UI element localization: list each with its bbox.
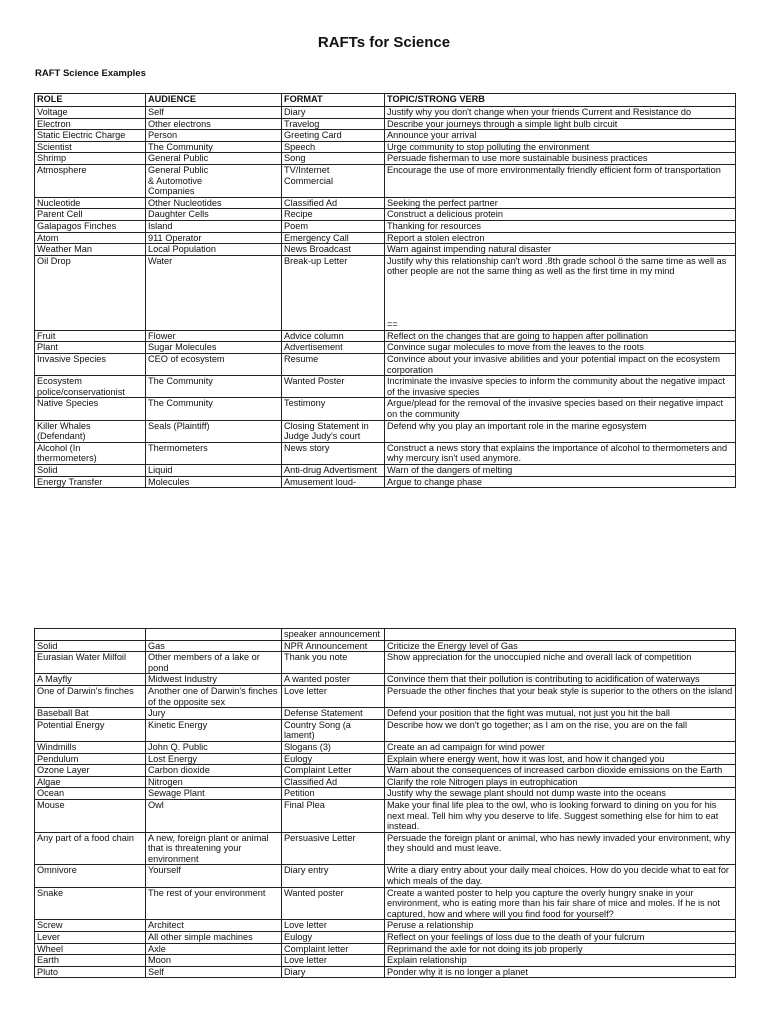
table-row: [35, 887, 736, 920]
cell-topic: Argue to change phase: [385, 476, 736, 488]
document-subtitle: RAFT Science Examples: [35, 68, 146, 79]
cell-format: Anti-drug Advertisment: [282, 465, 385, 477]
cell-role: Windmills: [35, 741, 146, 753]
table-row: [35, 832, 736, 865]
table-row: [35, 753, 736, 765]
cell-format: Greeting Card: [282, 130, 385, 142]
cell-role: Algae: [35, 776, 146, 788]
cell-audience: Self: [146, 107, 282, 119]
cell-role: Killer Whales (Defendant): [35, 420, 146, 442]
cell-audience: Architect: [146, 920, 282, 932]
table-row: [35, 920, 736, 932]
cell-topic: Seeking the perfect partner: [385, 197, 736, 209]
table-row: [35, 232, 736, 244]
document-title: RAFTs for Science: [317, 34, 451, 51]
cell-topic: Create an ad campaign for wind power: [385, 741, 736, 753]
table-row: [35, 342, 736, 354]
cell-role: Any part of a food chain: [35, 832, 146, 865]
cell-role: Solid: [35, 465, 146, 477]
cell-topic: Thanking for resources: [385, 220, 736, 232]
table-row: [35, 420, 736, 442]
cell-audience: The Community: [146, 376, 282, 398]
cell-topic: Justify why the sewage plant should not dump waste into the oceans: [385, 788, 736, 800]
cell-topic: Report a stolen electron: [385, 232, 736, 244]
cell-audience: Midwest Industry: [146, 674, 282, 686]
cell-audience: The rest of your environment: [146, 887, 282, 920]
cell-format: Classified Ad: [282, 197, 385, 209]
cell-format: Complaint letter: [282, 943, 385, 955]
cell-audience: Axle: [146, 943, 282, 955]
table-row: [35, 465, 736, 477]
cell-role: Invasive Species: [35, 354, 146, 376]
cell-topic: Reflect on the changes that are going to happen after pollination: [385, 330, 736, 342]
table-row: [35, 719, 736, 741]
cell-role: Fruit: [35, 330, 146, 342]
table-row: [35, 330, 736, 342]
cell-format: Country Song (a lament): [282, 719, 385, 741]
cell-topic: Convince sugar molecules to move from the leaves to the roots: [385, 342, 736, 354]
cell-topic: Encourage the use of more environmentally friendly efficient form of transportation: [385, 164, 736, 197]
cell-audience: Island: [146, 220, 282, 232]
table-row: [35, 209, 736, 221]
cell-format: Love letter: [282, 685, 385, 707]
cell-role: Wheel: [35, 943, 146, 955]
cell-format: Closing Statement in Judge Judy's court: [282, 420, 385, 442]
cell-format: TV/Internet Commercial: [282, 164, 385, 197]
cell-topic: Write a diary entry about your daily meal choices. How do you decide what to eat for which meals of the day.: [385, 865, 736, 887]
cell-topic: Announce your arrival: [385, 130, 736, 142]
cell-topic: Justify why this relationship can't word .8th grade school ö the same time as well as other people are not the same thing as well as the first time in my mind ==: [385, 255, 736, 330]
cell-format: News Broadcast: [282, 244, 385, 256]
cell-audience: [146, 629, 282, 641]
cell-format: Travelog: [282, 118, 385, 130]
cell-topic: Explain where energy went, how it was lost, and how it changed you: [385, 753, 736, 765]
cell-topic: Persuade fisherman to use more sustainable business practices: [385, 153, 736, 165]
cell-role: Pluto: [35, 966, 146, 978]
cell-audience: CEO of ecosystem: [146, 354, 282, 376]
cell-role: Mouse: [35, 799, 146, 832]
cell-topic: Argue/plead for the removal of the invasive species based on their negative impact on the community: [385, 398, 736, 420]
table-row: [35, 220, 736, 232]
cell-audience: Owl: [146, 799, 282, 832]
cell-audience: General Public: [146, 153, 282, 165]
cell-audience: Other members of a lake or pond: [146, 652, 282, 674]
table-header-row: [35, 94, 736, 107]
cell-audience: Jury: [146, 708, 282, 720]
cell-audience: Water: [146, 255, 282, 330]
cell-format: Petition: [282, 788, 385, 800]
cell-topic: Clarify the role Nitrogen plays in eutrophication: [385, 776, 736, 788]
cell-role: Snake: [35, 887, 146, 920]
cell-role: One of Darwin's finches: [35, 685, 146, 707]
cell-topic: Convince them that their pollution is contributing to acidification of waterways: [385, 674, 736, 686]
cell-format: Eulogy: [282, 932, 385, 944]
cell-role: Plant: [35, 342, 146, 354]
cell-audience: Thermometers: [146, 442, 282, 464]
table-row: [35, 685, 736, 707]
cell-format: Advertisement: [282, 342, 385, 354]
table-row: [35, 865, 736, 887]
cell-format: Diary entry: [282, 865, 385, 887]
cell-audience: Local Population: [146, 244, 282, 256]
table-row: [35, 788, 736, 800]
cell-format: Resume: [282, 354, 385, 376]
cell-role: Omnivore: [35, 865, 146, 887]
cell-role: Atom: [35, 232, 146, 244]
cell-audience: Molecules: [146, 476, 282, 488]
cell-format: Advice column: [282, 330, 385, 342]
cell-topic: Make your final life plea to the owl, who is looking forward to dining on you for his next meal. Tell him why you deserve to life. Suggest something else for him to eat instead.: [385, 799, 736, 832]
cell-audience: Sugar Molecules: [146, 342, 282, 354]
cell-audience: Yourself: [146, 865, 282, 887]
table-row: [35, 130, 736, 142]
cell-format: Diary: [282, 107, 385, 119]
cell-role: Electron: [35, 118, 146, 130]
cell-topic: Warn of the dangers of melting: [385, 465, 736, 477]
cell-format: speaker announcement: [282, 629, 385, 641]
cell-format: Wanted poster: [282, 887, 385, 920]
cell-role: Scientist: [35, 141, 146, 153]
cell-role: Screw: [35, 920, 146, 932]
cell-topic: Criticize the Energy level of Gas: [385, 640, 736, 652]
cell-audience: Lost Energy: [146, 753, 282, 765]
cell-audience: The Community: [146, 141, 282, 153]
cell-topic: Convince about your invasive abilities and your potential impact on the ecosystem corporation: [385, 354, 736, 376]
table-row: [35, 141, 736, 153]
cell-topic: Ponder why it is no longer a planet: [385, 966, 736, 978]
cell-audience: John Q. Public: [146, 741, 282, 753]
cell-topic: Construct a delicious protein: [385, 209, 736, 221]
table-row: [35, 741, 736, 753]
cell-role: Energy Transfer: [35, 476, 146, 488]
cell-role: Native Species: [35, 398, 146, 420]
cell-role: Earth: [35, 955, 146, 967]
cell-topic: Explain relationship: [385, 955, 736, 967]
cell-audience: Person: [146, 130, 282, 142]
cell-format: Persuasive Letter: [282, 832, 385, 865]
header-role: ROLE: [35, 94, 146, 107]
header-topic: TOPIC/STRONG VERB: [385, 94, 736, 107]
cell-topic: Reprimand the axle for not doing its job properly: [385, 943, 736, 955]
raft-table-2: [34, 628, 736, 978]
cell-audience: Nitrogen: [146, 776, 282, 788]
cell-topic: Warn against impending natural disaster: [385, 244, 736, 256]
table-row: [35, 640, 736, 652]
cell-format: Final Plea: [282, 799, 385, 832]
cell-audience: A new, foreign plant or animal that is threatening your environment: [146, 832, 282, 865]
cell-role: Static Electric Charge: [35, 130, 146, 142]
cell-role: Ocean: [35, 788, 146, 800]
raft-table-1: [34, 93, 736, 488]
header-audience: AUDIENCE: [146, 94, 282, 107]
cell-format: Poem: [282, 220, 385, 232]
cell-topic: Show appreciation for the unoccupied niche and overall lack of competition: [385, 652, 736, 674]
cell-role: A Mayfly: [35, 674, 146, 686]
cell-audience: All other simple machines: [146, 932, 282, 944]
cell-format: Recipe: [282, 209, 385, 221]
cell-role: Pendulum: [35, 753, 146, 765]
cell-format: Amusement loud-: [282, 476, 385, 488]
cell-role: Ecosystem police/conservationist: [35, 376, 146, 398]
cell-format: Slogans (3): [282, 741, 385, 753]
cell-role: Weather Man: [35, 244, 146, 256]
cell-role: Alcohol (In thermometers): [35, 442, 146, 464]
cell-audience: Other Nucleotides: [146, 197, 282, 209]
cell-topic: [385, 629, 736, 641]
cell-format: Defense Statement: [282, 708, 385, 720]
cell-topic: Persuade the foreign plant or animal, who has newly invaded your environment, why they should and must leave.: [385, 832, 736, 865]
cell-audience: Other electrons: [146, 118, 282, 130]
cell-format: News story: [282, 442, 385, 464]
cell-audience: The Community: [146, 398, 282, 420]
cell-topic: Describe your journeys through a simple light bulb circuit: [385, 118, 736, 130]
table-row: [35, 776, 736, 788]
cell-topic: Create a wanted poster to help you capture the overly hungry snake in your environment, who is eating more than his fair share of mice and moles. If he is not captured, how and where will you find food for yourself?: [385, 887, 736, 920]
cell-topic: Incriminate the invasive species to inform the community about the negative impact of the invasive species: [385, 376, 736, 398]
cell-format: Thank you note: [282, 652, 385, 674]
cell-audience: Carbon dioxide: [146, 765, 282, 777]
table-row: [35, 932, 736, 944]
cell-role: Galapagos Finches: [35, 220, 146, 232]
cell-topic: Reflect on your feelings of loss due to the death of your fulcrum: [385, 932, 736, 944]
cell-topic: Describe how we don't go together; as I am on the rise, you are on the fall: [385, 719, 736, 741]
table-row: [35, 153, 736, 165]
table-row: [35, 799, 736, 832]
cell-role: Solid: [35, 640, 146, 652]
table-row: [35, 955, 736, 967]
cell-topic: Urge community to stop polluting the environment: [385, 141, 736, 153]
cell-audience: Kinetic Energy: [146, 719, 282, 741]
table-row: [35, 244, 736, 256]
cell-topic: Defend your position that the fight was mutual, not just you hit the ball: [385, 708, 736, 720]
cell-format: Eulogy: [282, 753, 385, 765]
cell-role: [35, 629, 146, 641]
table-row: [35, 376, 736, 398]
cell-role: Nucleotide: [35, 197, 146, 209]
table-row: [35, 708, 736, 720]
cell-format: Diary: [282, 966, 385, 978]
cell-role: Eurasian Water Milfoil: [35, 652, 146, 674]
table-row: [35, 118, 736, 130]
table-row: [35, 966, 736, 978]
header-format: FORMAT: [282, 94, 385, 107]
cell-role: Oil Drop: [35, 255, 146, 330]
cell-audience: Flower: [146, 330, 282, 342]
table-row: [35, 164, 736, 197]
table-row: [35, 442, 736, 464]
table-row: [35, 765, 736, 777]
table-row: [35, 943, 736, 955]
cell-audience: 911 Operator: [146, 232, 282, 244]
cell-topic: Warn about the consequences of increased carbon dioxide emissions on the Earth: [385, 765, 736, 777]
table-row: [35, 629, 736, 641]
table-row: [35, 197, 736, 209]
cell-audience: Moon: [146, 955, 282, 967]
cell-audience: Daughter Cells: [146, 209, 282, 221]
table-row: [35, 354, 736, 376]
cell-topic: Persuade the other finches that your beak style is superior to the others on the island: [385, 685, 736, 707]
cell-topic: Construct a news story that explains the importance of alcohol to thermometers and why mercury isn't used anymore.: [385, 442, 736, 464]
table-row: [35, 652, 736, 674]
cell-format: Emergency Call: [282, 232, 385, 244]
table-row: [35, 476, 736, 488]
cell-format: Song: [282, 153, 385, 165]
cell-role: Voltage: [35, 107, 146, 119]
cell-role: Atmosphere: [35, 164, 146, 197]
cell-format: Complaint Letter: [282, 765, 385, 777]
cell-format: A wanted poster: [282, 674, 385, 686]
cell-audience: Sewage Plant: [146, 788, 282, 800]
table-row: [35, 255, 736, 330]
cell-topic: Justify why you don't change when your friends Current and Resistance do: [385, 107, 736, 119]
table-row: [35, 107, 736, 119]
cell-topic: Defend why you play an important role in the marine egosystem: [385, 420, 736, 442]
cell-role: Parent Cell: [35, 209, 146, 221]
cell-format: Speech: [282, 141, 385, 153]
cell-format: Testimony: [282, 398, 385, 420]
cell-audience: General Public & Automotive Companies: [146, 164, 282, 197]
table-row: [35, 398, 736, 420]
cell-role: Baseball Bat: [35, 708, 146, 720]
cell-audience: Self: [146, 966, 282, 978]
table-row: [35, 674, 736, 686]
cell-audience: Liquid: [146, 465, 282, 477]
cell-format: Classified Ad: [282, 776, 385, 788]
cell-role: Potential Energy: [35, 719, 146, 741]
cell-role: Shrimp: [35, 153, 146, 165]
cell-topic: Peruse a relationship: [385, 920, 736, 932]
cell-role: Lever: [35, 932, 146, 944]
cell-audience: Another one of Darwin's finches of the opposite sex: [146, 685, 282, 707]
cell-audience: Seals (Plaintiff): [146, 420, 282, 442]
cell-role: Ozone Layer: [35, 765, 146, 777]
cell-format: Wanted Poster: [282, 376, 385, 398]
cell-format: Break-up Letter: [282, 255, 385, 330]
cell-audience: Gas: [146, 640, 282, 652]
cell-format: Love letter: [282, 955, 385, 967]
cell-format: NPR Announcement: [282, 640, 385, 652]
cell-format: Love letter: [282, 920, 385, 932]
